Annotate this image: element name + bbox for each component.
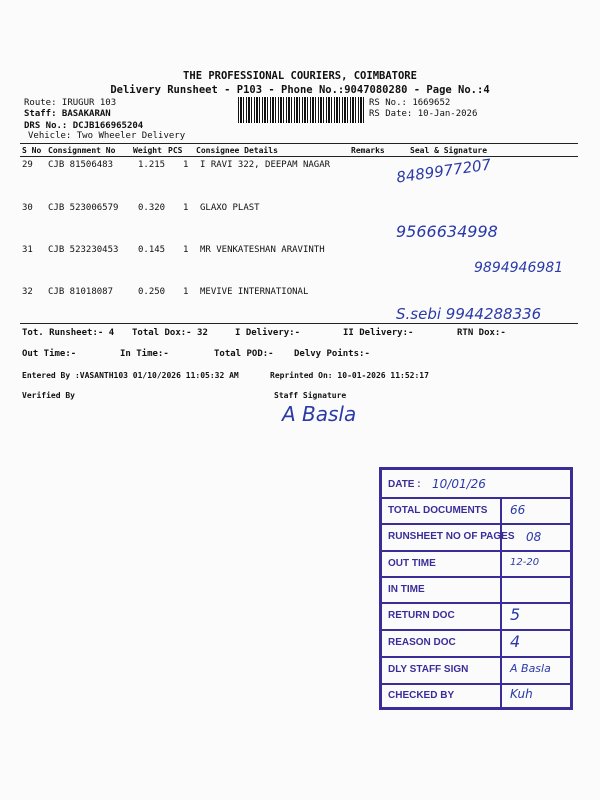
stamp-total-documents-label: TOTAL DOCUMENTS [388, 505, 488, 516]
stamp-date-label: DATE : [388, 479, 421, 490]
row-handwritten-phone: S.sebi 9944288336 [396, 305, 542, 323]
vehicle: Vehicle: Two Wheeler Delivery [28, 131, 186, 141]
stamp-out-time-label: OUT TIME [388, 558, 436, 569]
stamp-runsheet-pages-label: RUNSHEET NO OF PAGES [388, 531, 515, 542]
header-rule-top [20, 143, 578, 144]
stamp-return-doc-label: RETURN DOC [388, 610, 455, 621]
total-pod: Total POD:- [214, 349, 274, 359]
col-consignee: Consignee Details [196, 146, 278, 155]
stamp-checked-by-value: Kuh [510, 687, 533, 701]
tot-runsheet: Tot. Runsheet:- 4 [22, 328, 115, 338]
row-weight: 0.145 [138, 245, 166, 255]
row-handwritten-phone: 9566634998 [396, 222, 498, 241]
stamp-row-total-documents [382, 497, 570, 525]
total-dox: Total Dox:- 32 [132, 328, 208, 338]
rs-date: RS Date: 10-Jan-2026 [369, 109, 478, 119]
row-pcs: 1 [183, 287, 189, 297]
row-sno: 32 [22, 287, 33, 297]
ii-delivery: II Delivery:- [343, 328, 414, 338]
col-seal-signature: Seal & Signature [410, 146, 488, 155]
stamp-return-doc-value: 5 [510, 605, 521, 624]
row-handwritten-phone: 8489977207 [395, 155, 493, 187]
row-weight: 0.250 [138, 287, 166, 297]
col-pcs: PCS [168, 146, 183, 155]
out-time: Out Time:- [22, 349, 77, 359]
stamp-row-runsheet-pages [382, 523, 570, 552]
row-pcs: 1 [183, 160, 189, 170]
stamp-total-documents-value: 66 [510, 503, 526, 517]
row-consignee: MR VENKATESHAN ARAVINTH [200, 245, 325, 255]
stamp-row-in-time [382, 576, 570, 604]
row-consignee: MEVIVE INTERNATIONAL [200, 287, 309, 297]
staff-signature-label: Staff Signature [274, 391, 347, 400]
row-consignee: GLAXO PLAST [200, 203, 260, 213]
row-weight: 1.215 [138, 160, 166, 170]
row-consignment: CJB 523230453 [48, 245, 119, 255]
rs-number: RS No.: 1669652 [369, 98, 451, 108]
stamp-runsheet-pages-value: 08 [526, 530, 542, 544]
in-time: In Time:- [120, 349, 169, 359]
col-remarks: Remarks [351, 146, 385, 155]
stamp-dly-staff-sign-value: A Basla [510, 662, 551, 675]
stamp-dly-staff-sign-label: DLY STAFF SIGN [388, 664, 469, 675]
verified-by: Verified By [22, 391, 75, 400]
header-rule-bottom [20, 156, 578, 157]
barcode [238, 97, 366, 123]
row-sno: 30 [22, 203, 33, 213]
row-consignment: CJB 81506483 [48, 160, 114, 170]
stamp-in-time-label: IN TIME [388, 584, 425, 595]
entered-by: Entered By :VASANTH103 01/10/2026 11:05:32 AM [22, 371, 239, 380]
stamp-row-return-doc [382, 602, 570, 631]
totals-rule [20, 323, 578, 324]
row-pcs: 1 [183, 203, 189, 213]
row-weight: 0.320 [138, 203, 166, 213]
stamp-row-checked-by [382, 683, 570, 707]
row-consignment: CJB 81018087 [48, 287, 114, 297]
route: Route: IRUGUR 103 [24, 98, 117, 108]
row-pcs: 1 [183, 245, 189, 255]
row-consignee: I RAVI 322, DEEPAM NAGAR [200, 160, 331, 170]
row-consignment: CJB 523006579 [48, 203, 119, 213]
runsheet-subtitle: Delivery Runsheet - P103 - Phone No.:9047080280 - Page No.:4 [110, 84, 490, 96]
col-consignment: Consignment No [48, 146, 116, 155]
row-handwritten-phone: 9894946981 [474, 260, 564, 276]
stamp-out-time-value: 12-20 [510, 557, 540, 568]
i-delivery: I Delivery:- [235, 328, 301, 338]
stamp-row-out-time [382, 550, 570, 578]
staff: Staff: BASAKARAN [24, 109, 111, 119]
delvy-points: Delvy Points:- [294, 349, 370, 359]
stamp-row-dly-staff-sign [382, 656, 570, 685]
stamp-reason-doc-value: 4 [510, 632, 521, 651]
rtn-dox: RTN Dox:- [457, 328, 506, 338]
stamp-reason-doc-label: REASON DOC [388, 637, 456, 648]
col-sno: S No [22, 146, 42, 155]
row-sno: 31 [22, 245, 33, 255]
staff-signature: A Basla [282, 402, 357, 426]
office-stamp [379, 467, 573, 710]
stamp-date-value: 10/01/26 [432, 477, 486, 491]
stamp-row-reason-doc [382, 629, 570, 658]
col-weight: Weight [133, 146, 162, 155]
row-sno: 29 [22, 160, 33, 170]
reprinted-on: Reprinted On: 10-01-2026 11:52:17 [270, 371, 429, 380]
company-title: THE PROFESSIONAL COURIERS, COIMBATORE [183, 70, 417, 82]
stamp-row-date [382, 470, 570, 499]
drs-number: DRS No.: DCJB166965204 [24, 121, 144, 131]
stamp-checked-by-label: CHECKED BY [388, 690, 455, 701]
